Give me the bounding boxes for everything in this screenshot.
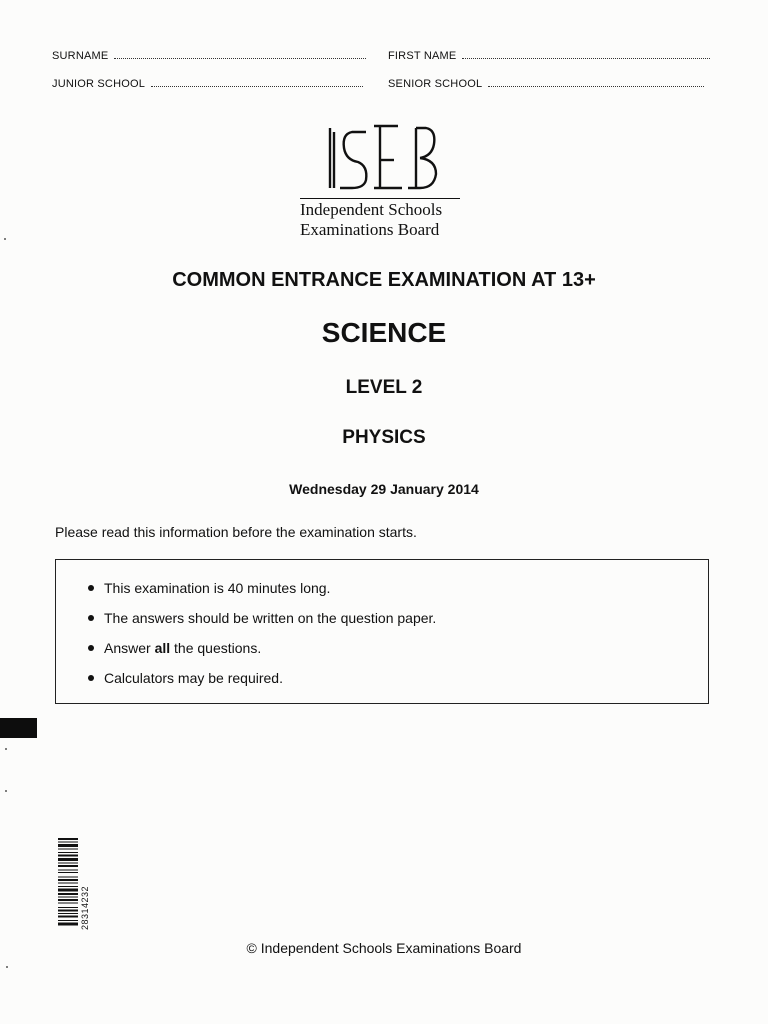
instructions-box <box>55 559 709 704</box>
instruction-item <box>88 639 436 669</box>
scan-speck <box>4 238 6 240</box>
junior-school-label: JUNIOR SCHOOL <box>52 78 146 90</box>
senior-school-label: SENIOR SCHOOL <box>388 78 483 90</box>
exam-title: COMMON ENTRANCE EXAMINATION AT 13+ <box>172 269 596 291</box>
instruction-item <box>88 669 436 699</box>
senior-school-field[interactable] <box>388 78 704 90</box>
instruction-item <box>88 579 436 609</box>
first-name-label: FIRST NAME <box>388 50 457 62</box>
instruction-text: This examination is 40 minutes long. <box>104 580 331 596</box>
instruction-item <box>88 609 436 639</box>
bullet-icon <box>88 585 94 591</box>
scan-marker <box>0 718 37 738</box>
junior-school-input-line[interactable] <box>151 78 363 87</box>
paper-heading: PHYSICS <box>342 427 426 448</box>
first-name-field[interactable] <box>388 50 710 62</box>
barcode-number-wrap <box>80 885 92 990</box>
scan-speck <box>5 748 7 750</box>
exam-date: Wednesday 29 January 2014 <box>289 481 479 497</box>
bullet-icon <box>88 675 94 681</box>
surname-input-line[interactable] <box>114 50 366 59</box>
bullet-icon <box>88 615 94 621</box>
first-name-input-line[interactable] <box>462 50 710 59</box>
logo-text-line2: Examinations Board <box>300 220 440 239</box>
copyright-footer: © Independent Schools Examinations Board <box>246 940 522 956</box>
barcode-number: 28314232 <box>80 885 90 930</box>
instruction-text-after: the questions. <box>170 640 262 656</box>
scan-speck <box>5 790 7 792</box>
scan-speck <box>6 966 8 968</box>
instruction-text <box>104 639 261 657</box>
junior-school-field[interactable] <box>52 78 363 90</box>
senior-school-input-line[interactable] <box>488 78 704 87</box>
instruction-text-before: Answer <box>104 640 155 656</box>
logo-divider <box>300 198 460 199</box>
iseb-logo-mark-icon <box>322 122 440 194</box>
level-heading: LEVEL 2 <box>345 377 423 398</box>
instructions-list <box>88 579 436 699</box>
surname-field[interactable] <box>52 50 366 62</box>
instruction-text-emphasis: all <box>154 640 171 656</box>
instruction-text: Calculators may be required. <box>104 670 283 686</box>
instruction-text: The answers should be written on the question paper. <box>104 610 437 626</box>
bullet-icon <box>88 645 94 651</box>
subject-heading: SCIENCE <box>321 317 447 348</box>
surname-label: SURNAME <box>52 50 109 62</box>
intro-text: Please read this information before the examination starts. <box>55 524 417 540</box>
iseb-logo <box>300 122 464 239</box>
logo-text-line1: Independent Schools <box>300 200 443 219</box>
